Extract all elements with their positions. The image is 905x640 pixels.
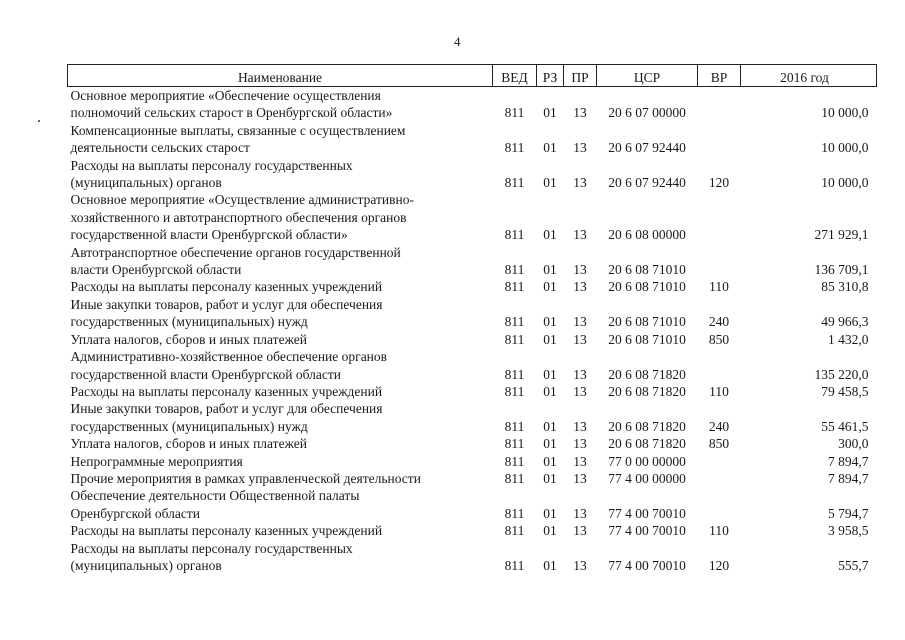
table-row	[68, 435, 877, 452]
cell-rz: 01	[543, 436, 557, 452]
cell-name	[68, 348, 493, 383]
scan-margin-mark	[38, 120, 40, 122]
cell-rz: 01	[543, 105, 557, 121]
cell-rz: 01	[543, 505, 557, 521]
cell-csr: 20 6 07 92440	[608, 175, 686, 191]
cell-csr: 20 6 08 00000	[608, 227, 686, 243]
cell-name	[68, 470, 493, 487]
cell-name-line: государственных (муниципальных) нужд	[70, 314, 308, 330]
cell-name-line: деятельности сельских старост	[70, 140, 250, 156]
header-pr: ПР	[564, 65, 597, 87]
table-row	[68, 453, 877, 470]
cell-ved: 811	[504, 279, 525, 295]
cell-vr: 240	[708, 418, 730, 434]
cell-name-line: Иные закупки товаров, работ и услуг для обеспечения	[70, 296, 383, 312]
cell-name	[68, 296, 493, 331]
cell-rz: 01	[543, 557, 557, 573]
cell-name	[68, 157, 493, 192]
cell-sum: 49 966,3	[821, 314, 869, 330]
cell-rz: 01	[543, 314, 557, 330]
cell-pr: 13	[573, 418, 587, 434]
cell-ved: 811	[504, 453, 525, 469]
cell-csr: 77 4 00 70010	[608, 505, 686, 521]
cell-csr: 20 6 08 71010	[608, 262, 686, 278]
cell-csr: 20 6 08 71820	[608, 383, 686, 399]
cell-csr: 20 6 08 71820	[608, 366, 686, 382]
table-row	[68, 487, 877, 522]
header-rz: РЗ	[537, 65, 564, 87]
cell-sum: 55 461,5	[821, 418, 869, 434]
cell-rz: 01	[543, 227, 557, 243]
cell-name-line: Основное мероприятие «Обеспечение осуществления	[70, 88, 381, 103]
cell-ved: 811	[504, 523, 525, 539]
table-header-row	[68, 65, 877, 87]
cell-ved: 811	[504, 331, 525, 347]
cell-vr: 110	[709, 279, 729, 295]
cell-rz: 01	[543, 140, 557, 156]
cell-name	[68, 122, 493, 157]
cell-csr: 20 6 07 92440	[608, 140, 686, 156]
page-number: 4	[454, 34, 461, 49]
cell-csr: 20 6 08 71010	[608, 314, 686, 330]
cell-pr: 13	[573, 314, 587, 330]
cell-name-line: Прочие мероприятия в рамках управленческой деятельности	[70, 470, 421, 486]
cell-pr: 13	[573, 262, 587, 278]
table-row	[68, 400, 877, 435]
cell-pr: 13	[573, 366, 587, 382]
cell-name-line: Автотранспортное обеспечение органов государственной	[70, 244, 401, 260]
cell-rz: 01	[543, 453, 557, 469]
cell-name-line: полномочий сельских старост в Оренбургской области»	[70, 105, 393, 121]
cell-rz: 01	[543, 279, 557, 295]
cell-name	[68, 383, 493, 400]
cell-ved: 811	[504, 505, 525, 521]
cell-ved: 811	[504, 470, 525, 486]
table-row	[68, 348, 877, 383]
cell-name-line: (муниципальных) органов	[70, 175, 222, 191]
table-row	[68, 296, 877, 331]
table-row	[68, 244, 877, 279]
cell-vr	[698, 453, 741, 470]
cell-name-line: Расходы на выплаты персоналу государственных	[70, 540, 353, 556]
cell-ved: 811	[504, 227, 525, 243]
cell-name-line: государственной власти Оренбургской области»	[70, 227, 348, 243]
table-row	[68, 191, 877, 243]
cell-sum: 10 000,0	[821, 105, 869, 121]
cell-pr: 13	[573, 436, 587, 452]
cell-vr	[698, 87, 741, 122]
table-row	[68, 122, 877, 157]
table-row	[68, 331, 877, 348]
cell-name-line: Расходы на выплаты персоналу казенных учреждений	[70, 383, 383, 399]
cell-ved: 811	[504, 366, 525, 382]
cell-rz: 01	[543, 175, 557, 191]
cell-csr: 77 4 00 70010	[608, 557, 686, 573]
budget-table	[67, 64, 877, 574]
cell-vr	[698, 191, 741, 243]
cell-sum: 135 220,0	[814, 366, 869, 382]
cell-pr: 13	[573, 140, 587, 156]
cell-name-line: Обеспечение деятельности Общественной палаты	[70, 488, 360, 504]
table-row	[68, 383, 877, 400]
cell-name-line: Иные закупки товаров, работ и услуг для обеспечения	[70, 401, 383, 417]
cell-sum: 1 432,0	[828, 331, 869, 347]
header-vr: ВР	[698, 65, 741, 87]
cell-pr: 13	[573, 470, 587, 486]
header-ved: ВЕД	[493, 65, 537, 87]
cell-name-line: Непрограммные мероприятия	[70, 453, 243, 469]
cell-name-line: Основное мероприятие «Осуществление административно-	[70, 192, 414, 208]
cell-ved: 811	[504, 105, 525, 121]
cell-vr	[698, 487, 741, 522]
cell-sum: 10 000,0	[821, 140, 869, 156]
cell-name	[68, 522, 493, 539]
cell-sum: 271 929,1	[814, 227, 869, 243]
cell-name-line: Расходы на выплаты персоналу казенных учреждений	[70, 279, 383, 295]
cell-vr	[698, 470, 741, 487]
cell-name-line: государственных (муниципальных) нужд	[70, 418, 308, 434]
cell-pr: 13	[573, 279, 587, 295]
cell-ved: 811	[504, 557, 525, 573]
cell-sum: 85 310,8	[821, 279, 869, 295]
cell-name	[68, 400, 493, 435]
cell-vr: 240	[708, 314, 730, 330]
cell-name-line: Административно-хозяйственное обеспечение органов	[70, 349, 388, 365]
cell-pr: 13	[573, 557, 587, 573]
cell-vr: 120	[708, 175, 730, 191]
cell-sum: 7 894,7	[828, 453, 869, 469]
cell-rz: 01	[543, 470, 557, 486]
cell-pr: 13	[573, 227, 587, 243]
cell-vr: 850	[708, 331, 730, 347]
cell-csr: 20 6 07 00000	[608, 105, 686, 121]
table-row	[68, 157, 877, 192]
cell-sum: 3 958,5	[828, 523, 869, 539]
cell-vr: 120	[708, 557, 730, 573]
cell-ved: 811	[504, 175, 525, 191]
cell-csr: 77 4 00 70010	[608, 523, 686, 539]
cell-csr: 77 4 00 00000	[608, 470, 686, 486]
table-row	[68, 470, 877, 487]
cell-sum: 10 000,0	[821, 175, 869, 191]
cell-csr: 20 6 08 71010	[608, 279, 686, 295]
cell-vr: 850	[708, 436, 730, 452]
cell-sum: 5 794,7	[828, 505, 869, 521]
cell-rz: 01	[543, 383, 557, 399]
cell-ved: 811	[504, 262, 525, 278]
cell-ved: 811	[504, 436, 525, 452]
cell-pr: 13	[573, 453, 587, 469]
cell-sum: 136 709,1	[814, 262, 869, 278]
cell-sum: 555,7	[838, 557, 869, 573]
cell-vr	[698, 122, 741, 157]
cell-sum: 7 894,7	[828, 470, 869, 486]
cell-name-line: (муниципальных) органов	[70, 557, 222, 573]
cell-csr: 20 6 08 71820	[608, 436, 686, 452]
cell-name	[68, 331, 493, 348]
cell-rz: 01	[543, 418, 557, 434]
cell-csr: 20 6 08 71010	[608, 331, 686, 347]
table-row	[68, 522, 877, 539]
header-name: Наименование	[68, 65, 493, 87]
cell-name	[68, 487, 493, 522]
cell-name-line: Расходы на выплаты персоналу государственных	[70, 157, 353, 173]
cell-pr: 13	[573, 523, 587, 539]
table-body	[68, 87, 877, 575]
cell-name	[68, 191, 493, 243]
cell-sum: 300,0	[838, 436, 869, 452]
cell-name-line: Расходы на выплаты персоналу казенных учреждений	[70, 523, 383, 539]
cell-ved: 811	[504, 418, 525, 434]
cell-name	[68, 278, 493, 295]
cell-pr: 13	[573, 383, 587, 399]
header-sum: 2016 год	[741, 65, 877, 87]
cell-vr: 110	[709, 383, 729, 399]
cell-ved: 811	[504, 383, 525, 399]
cell-vr	[698, 348, 741, 383]
cell-vr: 110	[709, 523, 729, 539]
cell-csr: 20 6 08 71820	[608, 418, 686, 434]
cell-name-line: хозяйственного и автотранспортного обеспечения органов	[70, 209, 407, 225]
cell-name-line: Уплата налогов, сборов и иных платежей	[70, 436, 307, 452]
cell-name-line: государственной власти Оренбургской области	[70, 366, 341, 382]
cell-name-line: Уплата налогов, сборов и иных платежей	[70, 331, 307, 347]
table-row	[68, 278, 877, 295]
cell-rz: 01	[543, 262, 557, 278]
cell-name	[68, 435, 493, 452]
cell-pr: 13	[573, 505, 587, 521]
table-row	[68, 540, 877, 575]
cell-vr	[698, 244, 741, 279]
cell-ved: 811	[504, 314, 525, 330]
table-row	[68, 87, 877, 122]
cell-sum: 79 458,5	[821, 383, 869, 399]
header-csr: ЦСР	[597, 65, 698, 87]
cell-rz: 01	[543, 331, 557, 347]
cell-ved: 811	[504, 140, 525, 156]
cell-csr: 77 0 00 00000	[608, 453, 686, 469]
cell-name	[68, 244, 493, 279]
cell-name	[68, 453, 493, 470]
cell-name-line: Компенсационные выплаты, связанные с осуществлением	[70, 122, 406, 138]
cell-rz: 01	[543, 366, 557, 382]
cell-pr: 13	[573, 331, 587, 347]
cell-pr: 13	[573, 105, 587, 121]
cell-name	[68, 540, 493, 575]
cell-rz: 01	[543, 523, 557, 539]
cell-pr: 13	[573, 175, 587, 191]
cell-name	[68, 87, 493, 122]
cell-name-line: Оренбургской области	[70, 505, 200, 521]
cell-name-line: власти Оренбургской области	[70, 262, 242, 278]
